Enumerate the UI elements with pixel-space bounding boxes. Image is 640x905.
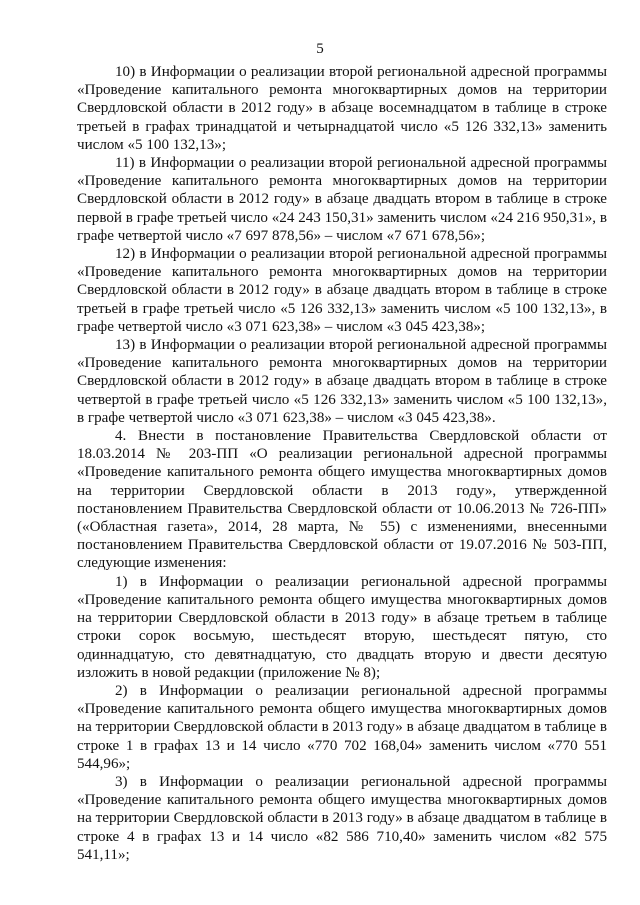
paragraph-item-12: 12) в Информации о реализации второй региональной адресной программы «Проведение капитального ремонта многоквартирных домов на территории Свердловской области в 2012 году» в абзаце двадцать втором в таблице в строке третьей в графе третьей число «5 126 332,13» заменить числом «5 100 132,13», в графе четвертой число «3 071 623,38» – числом «3 045 423,38»; bbox=[77, 246, 607, 335]
paragraph-item-13: 13) в Информации о реализации второй региональной адресной программы «Проведение капитального ремонта многоквартирных домов на территории Свердловской области в 2012 году» в абзаце двадцать втором в таблице в строке четвертой в графе третьей число «5 126 332,13» заменить числом «5 100 132,13», в графе четвертой число «3 071 623,38» – числом «3 045 423,38». bbox=[77, 337, 607, 426]
paragraph-subitem-3: 3) в Информации о реализации региональной адресной программы «Проведение капитального ремонта общего имущества многоквартирных домов на территории Свердловской области в 2013 году» в абзаце двадцатом в таблице в строке 4 в графах 13 и 14 число «82 586 710,40» заменить числом «82 575 541,11»; bbox=[77, 773, 607, 863]
paragraph-subitem-1: 1) в Информации о реализации региональной адресной программы «Проведение капитального ремонта общего имущества многоквартирных домов на территории Свердловской области в 2013 году» в абзаце третьем в таблице строки сорок восьмую, шестьдесят вторую, шестьдесят пятую, сто одиннадцатую, сто девятнадцатую, сто двадцать вторую и двести десятую изложить в новой редакции (приложение № 8); bbox=[77, 573, 607, 681]
paragraph-item-11: 11) в Информации о реализации второй региональной адресной программы «Проведение капитального ремонта многоквартирных домов на территории Свердловской области в 2012 году» в абзаце двадцать втором в таблице в строке первой в графе третьей число «24 243 150,31» заменить числом «24 216 950,31», в графе четвертой число «7 697 878,56» – числом «7 671 678,56»; bbox=[77, 155, 607, 244]
paragraph-item-10: 10) в Информации о реализации второй региональной адресной программы «Проведение капитального ремонта многоквартирных домов на территории Свердловской области в 2012 году» в абзаце восемнадцатом в таблице в строке третьей в графах тринадцатой и четырнадцатой число «5 126 332,13» заменить числом «5 100 132,13»; bbox=[77, 64, 607, 153]
page-number: 5 bbox=[316, 41, 324, 57]
paragraph-section-4: 4. Внести в постановление Правительства Свердловской области от 18.03.2014 № 203-ПП «О реализации региональной адресной программы «Проведение капитального ремонта общего имущества многоквартирных домов на территории Свердловской области в 2013 году», утвержденной постановлением Правительства Свердловской области от 10.06.2013 № 726-ПП» («Областная газета», 2014, 28 марта, № 55) с изменениями, внесенными постановлением Правительства Свердловской области от 19.07.2016 № 503-ПП, следующие изменения: bbox=[77, 428, 607, 572]
paragraph-subitem-2: 2) в Информации о реализации региональной адресной программы «Проведение капитального ремонта общего имущества многоквартирных домов на территории Свердловской области в 2013 году» в абзаце двадцатом в таблице в строке 1 в графах 13 и 14 число «770 702 168,04» заменить числом «770 551 544,96»; bbox=[77, 682, 607, 772]
document-body bbox=[77, 63, 607, 864]
